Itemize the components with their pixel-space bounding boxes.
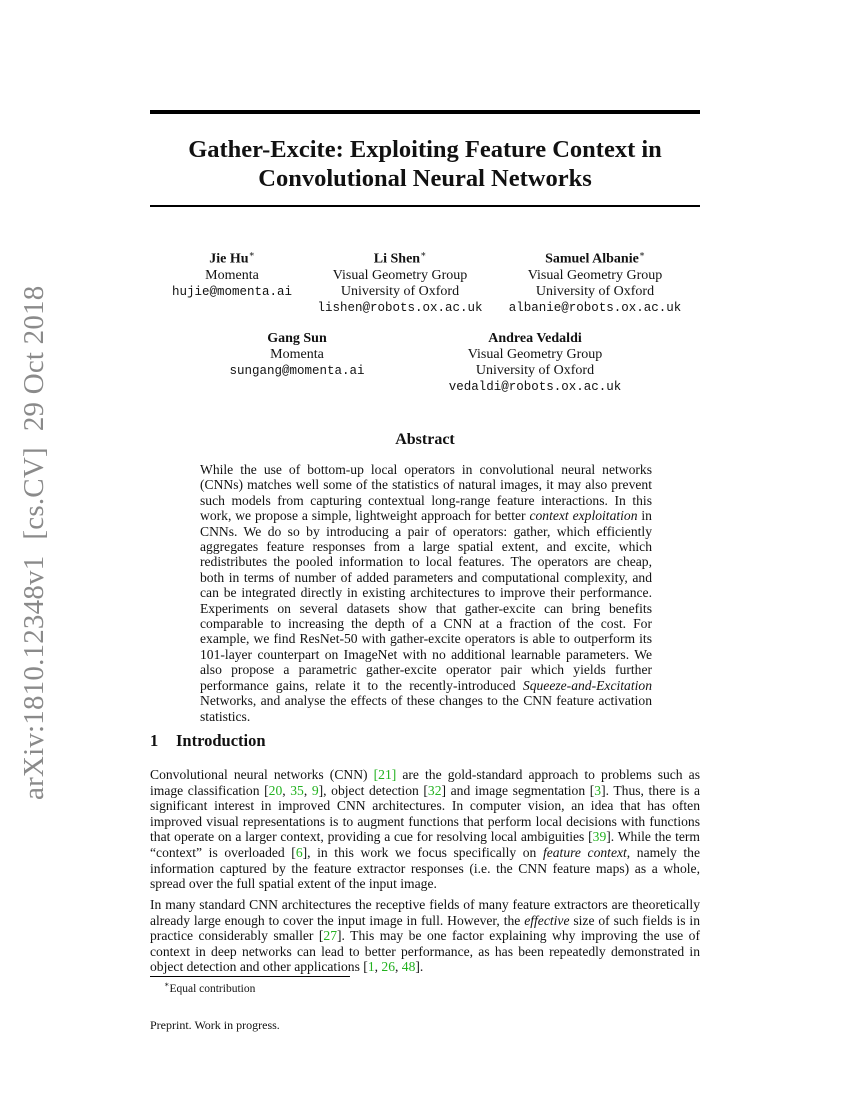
equal-contribution-mark: ∗ (638, 249, 645, 259)
section-number: 1 (150, 731, 159, 750)
body-text: ]. (415, 959, 424, 975)
citation-link[interactable]: 39 (592, 829, 607, 845)
citation-link[interactable]: 1 (367, 959, 375, 975)
footnote-rule (150, 976, 350, 977)
preprint-note: Preprint. Work in progress. (150, 1018, 280, 1032)
arxiv-date: 29 Oct 2018 (18, 285, 50, 432)
arxiv-category: [cs.CV] (18, 447, 50, 540)
author-block (440, 331, 630, 395)
intro-paragraph-2 (150, 897, 700, 975)
citation-link[interactable]: 48 (401, 959, 416, 975)
citation-link[interactable]: 26 (381, 959, 395, 975)
body-text: ], in this work we focus specifically on (302, 844, 543, 860)
author-affiliation: Momenta (205, 267, 259, 283)
abstract-emphasis: context exploitation (529, 508, 638, 524)
body-text: are the gold-standard approach to problems such as image classification [ (150, 767, 701, 798)
author-name: Gang Sun (267, 331, 327, 346)
body-text: ], object detection [ (318, 782, 428, 798)
paper-title: Gather-Excite: Exploiting Feature Context in Convolutional Neural Networks (188, 136, 662, 192)
footnote-mark: ∗ (164, 980, 170, 989)
section-title: Introduction (176, 731, 266, 750)
body-text: , (303, 782, 312, 798)
body-text: ]. While the term “context” is overloaded [ (150, 829, 700, 860)
intro-paragraph-1 (150, 767, 700, 892)
author-block (222, 331, 372, 379)
citation-link[interactable]: 27 (323, 928, 337, 944)
citation-link[interactable]: 9 (311, 782, 319, 798)
author-affiliation: Visual Geometry Group (527, 267, 663, 283)
title-rule-bottom (150, 205, 700, 207)
arxiv-id: arXiv:1810.12348v1 (18, 555, 50, 800)
body-text: ]. This may be one factor explaining why improving the use of context in deep networks can lead to better performance, as has been repeatedly demonstrated in object detection and other applications [ (150, 928, 700, 975)
title-rule-top (150, 110, 700, 114)
abstract-part: in CNNs. We do so by introducing a pair of operators: gather, which efficiently aggregates feature responses from a large spatial extent, and excite, which redistributes the pooled information to local features. The operators are cheap, both in terms of number of added parameters and computational complexity, and can be integrated directly in existing architectures to improve their performance. Experiments on several datasets show that gather-excite can bring benefits comparable to increasing the depth of a CNN at a fraction of the cost. For example, we find ResNet-50 with gather-excite operators is able to outperform its 101-layer counterpart on ImageNet with no additional learnable parameters. We also propose a parametric gather-excite operator pair which yields further performance gains, relate it to the recently-introduced (200, 508, 652, 693)
author-name: Jie Hu (209, 251, 249, 267)
body-text: In many standard CNN architectures the receptive fields of many feature extractors are theoretically already large enough to cover the input image in full. However, the (150, 897, 700, 928)
citation-link[interactable]: 3 (594, 782, 602, 798)
abstract-heading: Abstract (395, 431, 455, 448)
author-email: hujie@momenta.ai (171, 284, 293, 299)
section-heading (150, 731, 266, 751)
citation-link[interactable]: 35 (290, 782, 304, 798)
arxiv-stamp (12, 280, 56, 800)
footnote-text: Equal contribution (169, 982, 256, 995)
body-text: , (395, 959, 402, 975)
author-block (162, 246, 302, 300)
author-name: Li Shen (373, 251, 421, 267)
author-email: sungang@momenta.ai (229, 364, 365, 378)
body-text: Convolutional neural networks (CNN) (150, 767, 374, 782)
abstract-part: While the use of bottom-up local operators in convolutional neural networks (CNNs) matches well some of the statistics of natural images, it may also prevent such models from capturing contextual long-range feature interactions. In this work, we propose a simple, lightweight approach for better (200, 462, 652, 524)
footnote (164, 980, 255, 995)
abstract-emphasis: Squeeze-and-Excitation (522, 677, 652, 693)
body-text: size of such fields is in practice considerably smaller [ (150, 912, 700, 944)
abstract-text (200, 462, 652, 724)
author-name: Andrea Vedaldi (488, 331, 582, 346)
author-block (500, 246, 690, 316)
citation-link[interactable]: 32 (427, 782, 442, 798)
author-affiliation: Visual Geometry Group (332, 267, 468, 283)
citation-link[interactable]: 20 (268, 782, 283, 798)
body-text: , (374, 959, 382, 975)
author-block (305, 246, 495, 316)
equal-contribution-mark: ∗ (248, 249, 255, 259)
author-email: albanie@robots.ox.ac.uk (508, 300, 682, 315)
author-affiliation: University of Oxford (535, 283, 655, 299)
body-text: , (282, 782, 291, 798)
body-emphasis: feature context (542, 844, 627, 860)
author-name: Samuel Albanie (545, 251, 639, 267)
equal-contribution-mark: ∗ (420, 249, 427, 259)
author-affiliation: University of Oxford (475, 363, 595, 378)
author-affiliation: University of Oxford (340, 283, 460, 299)
citation-link[interactable]: 6 (295, 844, 303, 860)
body-text: ]. Thus, there is a significant interest in improved CNN architectures. In computer vision, an idea that has often improved visual representations is to augment functions that perform local decisions with functions that operate on a larger context, providing a cue for resolving local ambiguities [ (150, 782, 700, 845)
body-text: ] and image segmentation [ (441, 782, 595, 798)
author-affiliation: Visual Geometry Group (467, 347, 603, 362)
citation-link[interactable]: [21] (373, 767, 397, 782)
body-text: , namely the information captured by the feature extractor responses (i.e. the CNN feature maps) as a whole, spread over the full spatial extent of the input image. (150, 844, 700, 892)
body-emphasis: effective (524, 912, 570, 928)
author-affiliation: Momenta (270, 347, 324, 362)
abstract-part: Networks, and analyse the effects of these changes to the CNN feature activation statistics. (200, 693, 652, 724)
author-email: lishen@robots.ox.ac.uk (317, 300, 483, 315)
author-email: vedaldi@robots.ox.ac.uk (448, 380, 622, 394)
